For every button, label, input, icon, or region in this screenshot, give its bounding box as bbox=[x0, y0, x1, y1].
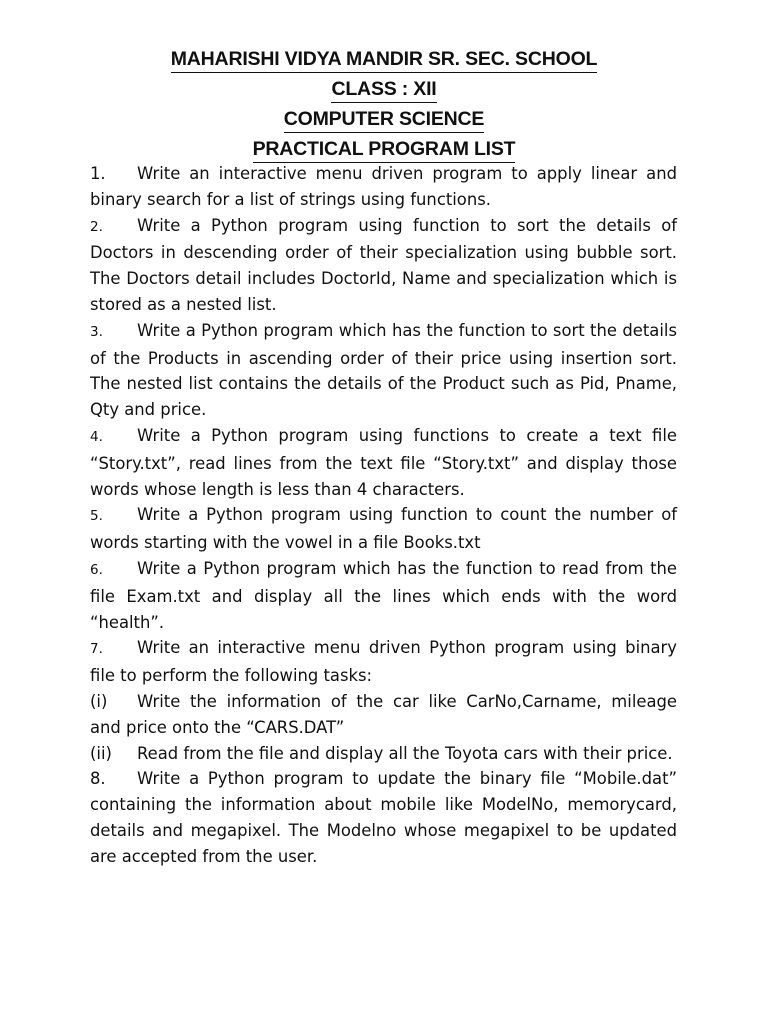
subitem-text: Write the information of the car like CarNo,Carname, mileage and price onto the “CARS.DAT” bbox=[90, 691, 677, 737]
item-number: 2. bbox=[90, 218, 103, 235]
item-text: Write a Python program using function to sort the details of Doctors in descending order of their specialization using bubble sort. The Doctors detail includes DoctorId, Name and specialization which is stored as a nested list. bbox=[90, 215, 677, 314]
list-item bbox=[90, 556, 677, 635]
item-text: Write a Python program using functions to create a text file “Story.txt”, read lines from the text file “Story.txt” and display those words whose length is less than 4 characters. bbox=[90, 425, 677, 499]
subitem-number: (ii) bbox=[90, 743, 112, 763]
item-number: 3. bbox=[90, 323, 103, 340]
list-item bbox=[90, 161, 677, 213]
item-number: 4. bbox=[90, 428, 103, 445]
item-text: Write a Python program which has the function to sort the details of the Products in ascending order of their price using insertion sort. The nested list contains the details of the Product such as Pid, Pname, Qty and price. bbox=[90, 320, 677, 420]
list-item bbox=[90, 766, 677, 869]
subject-heading: COMPUTER SCIENCE bbox=[284, 106, 484, 133]
program-list bbox=[90, 161, 677, 870]
item-number: 1. bbox=[90, 164, 106, 183]
school-name: MAHARISHI VIDYA MANDIR SR. SEC. SCHOOL bbox=[171, 46, 598, 73]
subitem-text: Read from the file and display all the Toyota cars with their price. bbox=[137, 743, 673, 763]
list-item bbox=[90, 318, 677, 423]
list-subitem bbox=[90, 689, 677, 741]
list-item bbox=[90, 423, 677, 502]
list-item bbox=[90, 635, 677, 689]
list-item bbox=[90, 502, 677, 556]
document-header bbox=[0, 46, 768, 166]
class-heading: CLASS : XII bbox=[331, 76, 436, 103]
subitem-number: (i) bbox=[90, 691, 108, 711]
list-item bbox=[90, 213, 677, 318]
item-text: Write a Python program which has the function to read from the file Exam.txt and display all the lines which ends with the word “health”. bbox=[90, 558, 677, 632]
list-subitem bbox=[90, 741, 677, 767]
item-number: 8. bbox=[90, 769, 106, 789]
list-title: PRACTICAL PROGRAM LIST bbox=[253, 136, 516, 163]
item-text: Write an interactive menu driven Python program using binary file to perform the following tasks: bbox=[90, 638, 677, 686]
item-text: Write an interactive menu driven program to apply linear and binary search for a list of strings using functions. bbox=[90, 164, 677, 209]
item-number: 7. bbox=[90, 641, 103, 658]
item-text: Write a Python program using function to count the number of words starting with the vowel in a file Books.txt bbox=[90, 505, 677, 553]
item-number: 5. bbox=[90, 508, 103, 525]
item-number: 6. bbox=[90, 561, 103, 578]
item-text: Write a Python program to update the binary file “Mobile.dat” containing the information about mobile like ModelNo, memorycard, details and megapixel. The Modelno whose megapixel to be updated are accepted from the user. bbox=[90, 769, 677, 866]
